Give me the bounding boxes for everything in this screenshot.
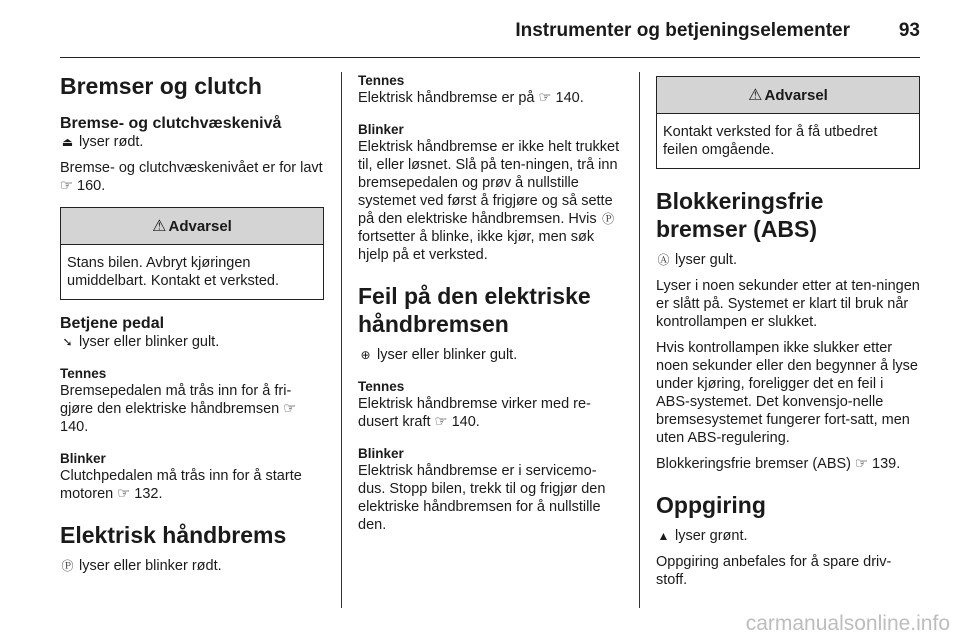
- status-text: lyser eller blinker rødt.: [79, 558, 222, 574]
- paragraph: Bremse- og clutchvæskenivået er for lavt ☞ 160.: [60, 160, 323, 194]
- paragraph: [358, 138, 622, 264]
- column-2: [358, 72, 622, 534]
- watermark: carmanualsonline.info: [745, 612, 950, 635]
- subheading: Blinker: [60, 451, 106, 466]
- page-title: Instrumenter og betjeningselementer: [515, 20, 850, 41]
- section-heading: Elektrisk håndbrems: [60, 522, 287, 548]
- paragraph: Oppgiring anbefales for å spare driv-stoff.: [656, 554, 892, 588]
- warning-body: Stans bilen. Avbryt kjøringen umiddelbart. Kontakt et verksted.: [67, 255, 279, 289]
- paragraph-text: fortsetter å blinke, ikke kjør, men søk hjelp på et verksted.: [358, 229, 595, 263]
- column-1: [60, 72, 324, 575]
- section-heading: Blokkeringsfrie bremser (ABS): [656, 188, 824, 242]
- section-heading: Oppgiring: [656, 492, 766, 518]
- status-text: lyser eller blinker gult.: [79, 334, 220, 350]
- subheading: Tennes: [358, 379, 405, 394]
- paragraph: Elektrisk håndbremse er i servicemo-dus. Stopp bilen, trekk til og frigjør den elektriske håndbremsen for å nullstille den.: [358, 463, 606, 533]
- paragraph-text: Elektrisk håndbremse er ikke helt trukket til, eller løsnet. Slå på ten-ningen, trå inn bremsepedalen og prøv å nullstille systemet ved først å frigjøre og så sette på den elektriske håndbremsen. Hvis: [358, 139, 620, 227]
- warning-icon: ⚠: [748, 87, 763, 104]
- section-heading: Bremser og clutch: [60, 73, 262, 99]
- status-text: lyser grønt.: [675, 528, 748, 544]
- status-text: lyser eller blinker gult.: [377, 347, 518, 363]
- warning-body: Kontakt verksted for å få utbedret feilen omgående.: [663, 124, 878, 158]
- brake-fault-icon: ⊕: [360, 348, 371, 362]
- paragraph: Hvis kontrollampen ikke slukker etter noen sekunder eller den begynner å lyse under kjøring, foreligger det en feil i ABS-systemet. Det konvensjo-nelle bremsesystemet fungerer fort-satt, men uten ABS-regulering.: [656, 340, 918, 446]
- brake-fluid-icon: ⏏: [61, 135, 74, 149]
- header-rule: [60, 57, 920, 58]
- column-divider: [341, 72, 342, 608]
- section-heading: Feil på den elektriske håndbremsen: [358, 283, 591, 337]
- parking-brake-icon: Ⓟ: [61, 559, 74, 573]
- warning-title: Advarsel: [764, 86, 828, 104]
- warning-header: [61, 208, 323, 245]
- parking-brake-icon: Ⓟ: [602, 212, 615, 226]
- subheading: Tennes: [358, 73, 405, 88]
- warning-box: [60, 207, 324, 300]
- subheading: Tennes: [60, 366, 107, 381]
- page-number: 93: [898, 20, 920, 41]
- warning-icon: ⚠: [152, 218, 167, 235]
- paragraph: Clutchpedalen må trås inn for å starte motoren ☞ 132.: [60, 468, 302, 502]
- paragraph: Lyser i noen sekunder etter at ten-ningen er slått på. Systemet er klart til bruk når kontrollampen er slukket.: [656, 278, 920, 330]
- subheading: Blinker: [358, 446, 404, 461]
- foot-pedal-icon: ➘: [62, 335, 73, 349]
- page-header: [60, 0, 920, 58]
- warning-box: [656, 76, 920, 169]
- abs-icon: Ⓐ: [657, 253, 670, 267]
- warning-header: [657, 77, 919, 114]
- subheading: Bremse- og clutchvæskenivå: [60, 115, 282, 132]
- paragraph: Elektrisk håndbremse virker med re-dusert kraft ☞ 140.: [358, 396, 591, 430]
- subheading: Blinker: [358, 122, 404, 137]
- upshift-icon: ▲: [657, 529, 670, 543]
- paragraph: Blokkeringsfrie bremser (ABS) ☞ 139.: [656, 456, 901, 472]
- column-divider: [639, 72, 640, 608]
- warning-title: Advarsel: [168, 217, 232, 235]
- status-text: lyser rødt.: [79, 134, 144, 150]
- paragraph: Bremsepedalen må trås inn for å fri-gjøre den elektriske håndbremsen ☞ 140.: [60, 383, 297, 435]
- subheading: Betjene pedal: [60, 315, 165, 332]
- status-text: lyser gult.: [675, 252, 738, 268]
- paragraph: Elektrisk håndbremse er på ☞ 140.: [358, 90, 584, 106]
- column-3: [656, 72, 920, 589]
